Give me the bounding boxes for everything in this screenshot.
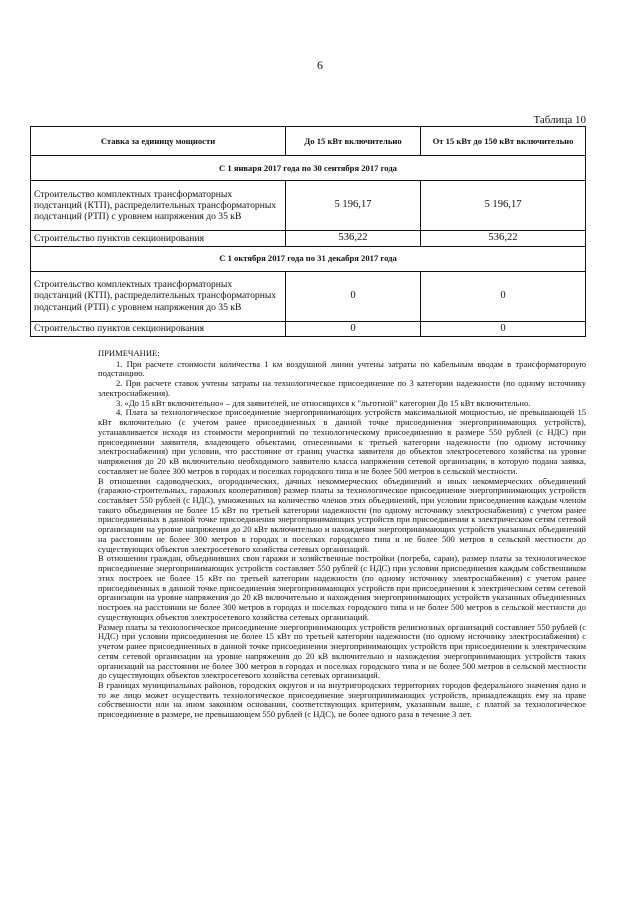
period-title: С 1 октября 2017 года по 31 декабря 2017 года <box>31 246 586 271</box>
row-label: Строительство пунктов секционирования <box>31 231 286 247</box>
table-header-row <box>31 127 586 156</box>
row-value-15-to-150: 0 <box>421 271 586 321</box>
notes-section <box>98 349 586 720</box>
period-title: С 1 января 2017 года по 30 сентября 2017 года <box>31 156 586 181</box>
table-row <box>31 181 586 231</box>
row-label: Строительство комплектных трансформаторных подстанций (КТП), распределительных трансформаторных подстанций (РТП) с уровнем напряжения до 35 кВ <box>31 181 286 231</box>
table-row <box>31 271 586 321</box>
row-value-15-to-150: 0 <box>421 321 586 337</box>
row-value-up-to-15: 5 196,17 <box>286 181 421 231</box>
rates-table <box>30 126 586 337</box>
header-15-to-150kw: От 15 кВт до 150 кВт включительно <box>421 127 586 156</box>
note-paragraph: 4. Плата за технологическое присоединение энергопринимающих устройств максимальной мощностью, не превышающей 15 кВт включительно (с учетом ранее присоединенных в данной точке присоединения энергопринимающих устройств), устанавливается исходя из стоимости мероприятий по технологическому присоединению в размере 550 рублей (с НДС) при присоединении заявителя, владеющего объектами, отнесенными к третьей категории надежности (по одному источнику электроснабжения) при условии, что расстояние от границ участка заявителя до объектов электросетевого хозяйства на уровне напряжения до 20 кВ включительно необходимого заявителю класса напряжения сетевой организации, в которую подана заявка, составляет не более 300 метров в городах и поселках городского типа и не более 500 метров в сельской местности. <box>98 407 586 476</box>
table-caption: Таблица 10 <box>533 114 586 126</box>
table-row <box>31 321 586 337</box>
table-row <box>31 231 586 247</box>
row-value-up-to-15: 0 <box>286 271 421 321</box>
row-value-up-to-15: 536,22 <box>286 231 421 247</box>
note-paragraph: В отношении граждан, объединивших свои гаражи и хозяйственные постройки (погреба, сараи), размер платы за технологическое присоединение энергопринимающих устройств составляет 550 рублей (с НДС) при условии присоединения каждым собственником этих построек не более 15 кВт по третьей категории надежности (по одному источнику электроснабжения) с учетом ранее присоединенных в данной точке присоединения энергопринимающих устройств при присоединении к электрическим сетям сетевой организации на уровне напряжения до 20 кВ включительно и нахождения энергопринимающих устройств указанных объединенных построек на расстоянии не более 300 метров в городах и поселках городского типа и не более 500 метров в сельской местности до существующих объектов электросетевого хозяйства сетевых организаций. <box>98 553 586 622</box>
note-paragraph: 2. При расчете ставок учтены затраты на технологическое присоединение по 3 категории надежности (по одному источнику электроснабжения). <box>98 378 586 398</box>
row-label: Строительство пунктов секционирования <box>31 321 286 337</box>
note-paragraph: В границах муниципальных районов, городских округов и на внутригородских территориях городов федерального значения одно и то же лицо может осуществить технологическое присоединение энергопринимающих устройств, принадлежащих ему на праве собственности или на ином законном основании, соответствующих критериям, указанным выше, с платой за технологическое присоединение в размере, не превышающем 550 рублей (с НДС), не более одного раза в течение 3 лет. <box>98 679 586 720</box>
notes-title: ПРИМЕЧАНИЕ: <box>98 348 160 358</box>
note-paragraph: Размер платы за технологическое присоединение энергопринимающих устройств религиозных организаций составляет 550 рублей (с НДС) при условии присоединения не более 15 кВт по третьей категории надежности (по одному источнику электроснабжения) с учетом ранее присоединенных в данной точке присоединения энергопринимающих устройств при присоединении к электрическим сетям сетевой организации на уровне напряжения до 20 кВ включительно и нахождения энергопринимающих устройств таких организаций на расстоянии не более 300 метров в городах и поселках городского типа и не более 500 метров в сельской местности до существующих объектов электросетевого хозяйства сетевых организаций. <box>98 621 586 681</box>
page-number: 6 <box>317 58 323 72</box>
row-value-15-to-150: 5 196,17 <box>421 181 586 231</box>
note-paragraph: В отношении садоводческих, огороднических, дачных некоммерческих объединений и иных некоммерческих объединений (гаражно-строительных, гаражных кооперативов) размер платы за технологическое присоединение энергопринимающих устройств составляет 550 рублей (с НДС), умноженных на количество членов этих объединений, при условии присоединения каждым членом такого объединения не более 15 кВт по третьей категории надежности (по одному источнику электроснабжения) с учетом ранее присоединенных в данной точке присоединения энергопринимающих устройств при присоединении к электрическим сетям сетевой организации на уровне напряжения до 20 кВт включительно и нахождения энергопринимающих устройств указанных объединений на расстоянии не более 300 метров в городах и поселках городского типа и не более 500 метров в сельской местности до существующих объектов электросетевого хозяйства сетевых организаций. <box>98 475 586 554</box>
row-label: Строительство комплектных трансформаторных подстанций (КТП), распределительных трансформаторных подстанций (РТП) с уровнем напряжения до 35 кВ <box>31 271 286 321</box>
row-value-up-to-15: 0 <box>286 321 421 337</box>
header-rate-per-unit: Ставка за единицу мощности <box>31 127 286 156</box>
row-value-15-to-150: 536,22 <box>421 231 586 247</box>
header-up-to-15kw: До 15 кВт включительно <box>286 127 421 156</box>
period-row <box>31 156 586 181</box>
period-row <box>31 246 586 271</box>
note-paragraph: 1. При расчете стоимости количества 1 км воздушной линии учтены затраты по кабельным вводам в трансформаторную подстанцию. <box>98 358 586 379</box>
note-paragraph: 3. «До 15 кВт включительно» – для заявителей, не относящихся к "льготной" категории До 15 кВт включительно. <box>116 397 531 408</box>
